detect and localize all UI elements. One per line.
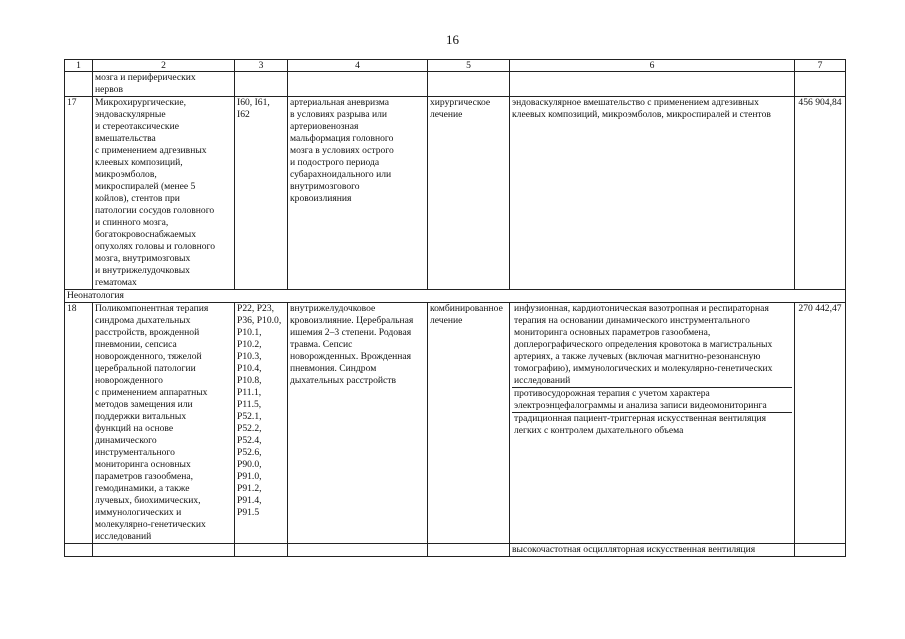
col-header-4: 4: [288, 60, 428, 72]
row18-num: 18: [65, 303, 93, 544]
last-row: [65, 544, 846, 557]
row17-codes: I60, I61, I62: [235, 97, 288, 290]
col-header-3: 3: [235, 60, 288, 72]
last-treatment: [428, 544, 510, 557]
last-method: высокочастотная осцилляторная искусственная вентиляция: [510, 544, 795, 557]
table-row-18: [65, 303, 846, 544]
table-row-17: [65, 97, 846, 290]
last-codes: [235, 544, 288, 557]
row17-num: 17: [65, 97, 93, 290]
cont-codes: [235, 72, 288, 97]
row17-treatment: хирургическое лечение: [428, 97, 510, 290]
cont-treatment: [428, 72, 510, 97]
row17-name: Микрохирургические, эндоваскулярные и стереотаксические вмешательства с применением адгезивных клеевых композиций, микроэмболов, микроспиралей (менее 5 койлов), стентов при патологии сосудов головного и спинного мозга, богатокровоснабжаемых опухолях головы и головного мозга, внутримозговых и внутрижелудочковых гематомах: [93, 97, 235, 290]
header-row: [65, 60, 846, 72]
row18-treatment: комбинированное лечение: [428, 303, 510, 544]
col-header-7: 7: [795, 60, 846, 72]
row18-name: Поликомпонентная терапия синдрома дыхательных расстройств, врожденной пневмонии, сепсиса новорожденного, тяжелой церебральной патологии новорожденного с применением аппаратных методов замещения или поддержки витальных функций на основе динамического инструментального мониторинга основных параметров газообмена, гемодинамики, а также лучевых, биохимических, иммунологических и молекулярно-генетических исследований: [93, 303, 235, 544]
last-model: [288, 544, 428, 557]
row18-model: внутрижелудочковое кровоизлияние. Церебральная ишемия 2–3 степени. Родовая травма. Сепсис новорожденных. Врожденная пневмония. Синдром дыхательных расстройств: [288, 303, 428, 544]
col-header-5: 5: [428, 60, 510, 72]
continuation-row: [65, 72, 846, 97]
row18-method-1: инфузионная, кардиотоническая вазотропная и респираторная терапия на основании динамического инструментального мониторинга основных параметров газообмена, доплерографического определения кровотока в магистральных артериях, а также лучевых (включая магнитно-резонансную томографию), иммунологических и молекулярно-генетических исследований: [514, 303, 773, 386]
row18-method-2: противосудорожная терапия с учетом характера электроэнцефалограммы и анализа записи видеомониторинга: [512, 387, 792, 412]
last-price: [795, 544, 846, 557]
section-title: Неонатология: [65, 290, 846, 303]
row18-price: 270 442,47: [795, 303, 846, 544]
col-header-6: 6: [510, 60, 795, 72]
row18-codes: P22, P23, P36, P10.0, P10.1, P10.2, P10.3, P10.4, P10.8, P11.1, P11.5, P52.1, P52.2, P52.4, P52.6, P90.0, P91.0, P91.2, P91.4, P91.5: [235, 303, 288, 544]
row17-price: 456 904,84: [795, 97, 846, 290]
cont-price: [795, 72, 846, 97]
cont-model: [288, 72, 428, 97]
cont-method: [510, 72, 795, 97]
row18-method-3: традиционная пациент-триггерная искусственная вентиляция легких с контролем дыхательного объема: [512, 412, 792, 437]
cont-num: [65, 72, 93, 97]
row18-methods: [510, 303, 795, 544]
row17-model: артериальная аневризма в условиях разрыва или артериовенозная мальформация головного мозга в условиях острого и подострого периода субарахноидального или внутримозгового кровоизлияния: [288, 97, 428, 290]
col-header-2: 2: [93, 60, 235, 72]
last-name: [93, 544, 235, 557]
row17-method: эндоваскулярное вмешательство с применением адгезивных клеевых композиций, микроэмболов, микроспиралей и стентов: [510, 97, 795, 290]
cont-name: мозга и периферических нервов: [93, 72, 235, 97]
last-num: [65, 544, 93, 557]
col-header-1: 1: [65, 60, 93, 72]
tariff-table: [64, 59, 846, 557]
page-number: 16: [446, 32, 459, 47]
section-row: [65, 290, 846, 303]
